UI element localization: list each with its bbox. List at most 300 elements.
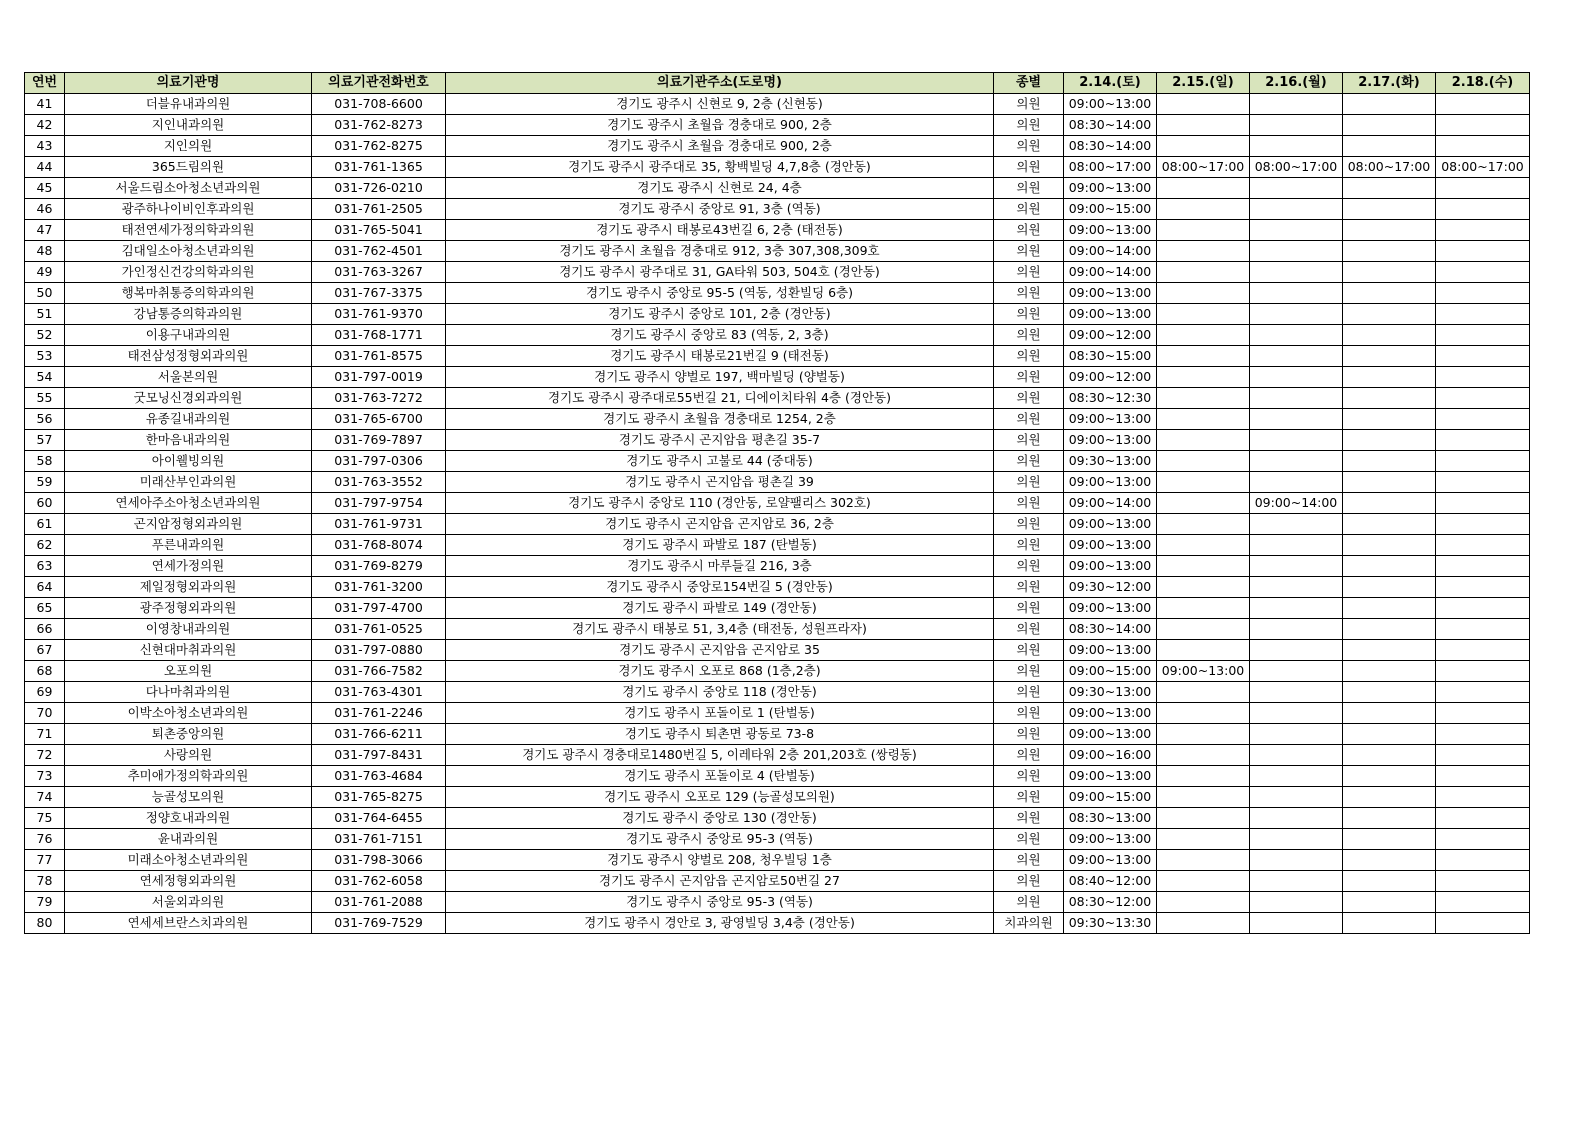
cell-date-3 <box>1250 577 1343 598</box>
cell-address: 경기도 광주시 중앙로 101, 2층 (경안동) <box>446 304 994 325</box>
table-row <box>25 493 1530 514</box>
cell-phone: 031-761-2246 <box>312 703 446 724</box>
cell-date-4 <box>1343 766 1436 787</box>
cell-date-1: 09:00~13:00 <box>1064 556 1157 577</box>
cell-name: 행복마취통증의학과의원 <box>65 283 312 304</box>
table-row <box>25 94 1530 115</box>
cell-type: 의원 <box>994 325 1064 346</box>
cell-phone: 031-763-3552 <box>312 472 446 493</box>
cell-date-2 <box>1157 745 1250 766</box>
cell-date-3 <box>1250 409 1343 430</box>
cell-date-4 <box>1343 115 1436 136</box>
cell-name: 곤지암정형외과의원 <box>65 514 312 535</box>
cell-phone: 031-761-7151 <box>312 829 446 850</box>
cell-type: 의원 <box>994 766 1064 787</box>
cell-type: 의원 <box>994 136 1064 157</box>
header-cell-date-3: 2.16.(월) <box>1250 73 1343 94</box>
cell-address: 경기도 광주시 고불로 44 (중대동) <box>446 451 994 472</box>
table-row <box>25 556 1530 577</box>
cell-phone: 031-762-4501 <box>312 241 446 262</box>
cell-type: 의원 <box>994 850 1064 871</box>
cell-date-2 <box>1157 829 1250 850</box>
cell-date-2: 08:00~17:00 <box>1157 157 1250 178</box>
cell-address: 경기도 광주시 중앙로 91, 3층 (역동) <box>446 199 994 220</box>
cell-date-3 <box>1250 94 1343 115</box>
cell-name: 유종길내과의원 <box>65 409 312 430</box>
cell-no: 71 <box>25 724 65 745</box>
cell-date-2 <box>1157 766 1250 787</box>
cell-date-1: 09:00~13:00 <box>1064 220 1157 241</box>
cell-date-2 <box>1157 94 1250 115</box>
cell-date-1: 09:00~14:00 <box>1064 262 1157 283</box>
cell-no: 45 <box>25 178 65 199</box>
cell-date-1: 08:30~15:00 <box>1064 346 1157 367</box>
header-cell-date-5: 2.18.(수) <box>1436 73 1530 94</box>
cell-date-1: 09:00~13:00 <box>1064 703 1157 724</box>
table-row <box>25 619 1530 640</box>
cell-date-5 <box>1436 493 1530 514</box>
cell-phone: 031-761-9731 <box>312 514 446 535</box>
cell-phone: 031-797-4700 <box>312 598 446 619</box>
cell-no: 50 <box>25 283 65 304</box>
cell-date-5 <box>1436 136 1530 157</box>
cell-type: 의원 <box>994 619 1064 640</box>
cell-name: 아이웰빙의원 <box>65 451 312 472</box>
cell-address: 경기도 광주시 태봉로43번길 6, 2층 (태전동) <box>446 220 994 241</box>
cell-date-4 <box>1343 388 1436 409</box>
cell-date-1: 09:00~13:00 <box>1064 514 1157 535</box>
cell-date-2 <box>1157 430 1250 451</box>
cell-date-5 <box>1436 94 1530 115</box>
cell-phone: 031-764-6455 <box>312 808 446 829</box>
cell-date-4 <box>1343 682 1436 703</box>
cell-date-2 <box>1157 409 1250 430</box>
cell-no: 42 <box>25 115 65 136</box>
cell-address: 경기도 광주시 오포로 129 (능골성모의원) <box>446 787 994 808</box>
table-row <box>25 598 1530 619</box>
cell-date-1: 09:00~13:00 <box>1064 94 1157 115</box>
cell-date-5 <box>1436 724 1530 745</box>
cell-address: 경기도 광주시 초월읍 경충대로 1254, 2층 <box>446 409 994 430</box>
cell-name: 연세정형외과의원 <box>65 871 312 892</box>
cell-date-5 <box>1436 766 1530 787</box>
table-row <box>25 682 1530 703</box>
cell-date-5 <box>1436 640 1530 661</box>
cell-phone: 031-769-7529 <box>312 913 446 934</box>
cell-address: 경기도 광주시 중앙로 130 (경안동) <box>446 808 994 829</box>
cell-type: 의원 <box>994 430 1064 451</box>
cell-date-1: 09:30~13:30 <box>1064 913 1157 934</box>
cell-address: 경기도 광주시 중앙로 95-3 (역동) <box>446 892 994 913</box>
cell-date-3 <box>1250 724 1343 745</box>
cell-date-4 <box>1343 850 1436 871</box>
cell-date-3 <box>1250 367 1343 388</box>
table-row <box>25 283 1530 304</box>
header-cell-name: 의료기관명 <box>65 73 312 94</box>
cell-no: 67 <box>25 640 65 661</box>
cell-address: 경기도 광주시 곤지암읍 곤지암로50번길 27 <box>446 871 994 892</box>
table-row <box>25 640 1530 661</box>
table-row <box>25 388 1530 409</box>
table-row <box>25 703 1530 724</box>
table-row <box>25 157 1530 178</box>
cell-phone: 031-798-3066 <box>312 850 446 871</box>
cell-name: 능골성모의원 <box>65 787 312 808</box>
table-row <box>25 346 1530 367</box>
table-body <box>25 94 1530 934</box>
cell-name: 윤내과의원 <box>65 829 312 850</box>
table-row <box>25 178 1530 199</box>
cell-phone: 031-763-4684 <box>312 766 446 787</box>
cell-no: 66 <box>25 619 65 640</box>
cell-name: 더블유내과의원 <box>65 94 312 115</box>
cell-date-3: 08:00~17:00 <box>1250 157 1343 178</box>
cell-phone: 031-797-9754 <box>312 493 446 514</box>
cell-no: 73 <box>25 766 65 787</box>
cell-date-4 <box>1343 199 1436 220</box>
cell-name: 광주하나이비인후과의원 <box>65 199 312 220</box>
cell-date-3 <box>1250 829 1343 850</box>
cell-name: 김대일소아청소년과의원 <box>65 241 312 262</box>
cell-date-4 <box>1343 304 1436 325</box>
cell-type: 의원 <box>994 409 1064 430</box>
cell-date-2: 09:00~13:00 <box>1157 661 1250 682</box>
cell-no: 43 <box>25 136 65 157</box>
cell-name: 강남통증의학과의원 <box>65 304 312 325</box>
cell-phone: 031-767-3375 <box>312 283 446 304</box>
cell-address: 경기도 광주시 광주대로55번길 21, 디에이치타워 4층 (경안동) <box>446 388 994 409</box>
cell-type: 의원 <box>994 745 1064 766</box>
cell-date-2 <box>1157 598 1250 619</box>
cell-date-3 <box>1250 745 1343 766</box>
cell-date-2 <box>1157 808 1250 829</box>
cell-date-5 <box>1436 346 1530 367</box>
cell-type: 의원 <box>994 535 1064 556</box>
cell-no: 46 <box>25 199 65 220</box>
cell-no: 61 <box>25 514 65 535</box>
cell-no: 49 <box>25 262 65 283</box>
cell-date-4 <box>1343 619 1436 640</box>
cell-date-1: 09:00~13:00 <box>1064 640 1157 661</box>
cell-date-5 <box>1436 451 1530 472</box>
cell-date-3 <box>1250 913 1343 934</box>
cell-date-5 <box>1436 535 1530 556</box>
cell-address: 경기도 광주시 중앙로 83 (역동, 2, 3층) <box>446 325 994 346</box>
cell-date-2 <box>1157 283 1250 304</box>
table-row <box>25 766 1530 787</box>
cell-date-3 <box>1250 136 1343 157</box>
cell-name: 다나마취과의원 <box>65 682 312 703</box>
cell-date-1: 08:30~14:00 <box>1064 115 1157 136</box>
cell-name: 서울드림소아청소년과의원 <box>65 178 312 199</box>
cell-name: 연세세브란스치과의원 <box>65 913 312 934</box>
cell-date-1: 09:00~13:00 <box>1064 430 1157 451</box>
header-cell-type: 종별 <box>994 73 1064 94</box>
cell-name: 추미애가정의학과의원 <box>65 766 312 787</box>
cell-no: 48 <box>25 241 65 262</box>
table-row <box>25 913 1530 934</box>
cell-date-2 <box>1157 325 1250 346</box>
cell-date-2 <box>1157 304 1250 325</box>
cell-phone: 031-762-8275 <box>312 136 446 157</box>
cell-type: 의원 <box>994 556 1064 577</box>
cell-type: 의원 <box>994 871 1064 892</box>
cell-name: 한마음내과의원 <box>65 430 312 451</box>
cell-date-3 <box>1250 388 1343 409</box>
cell-name: 태전연세가정의학과의원 <box>65 220 312 241</box>
cell-date-2 <box>1157 262 1250 283</box>
cell-date-5 <box>1436 367 1530 388</box>
cell-date-4 <box>1343 577 1436 598</box>
cell-address: 경기도 광주시 마루들길 216, 3층 <box>446 556 994 577</box>
cell-phone: 031-768-8074 <box>312 535 446 556</box>
cell-date-3 <box>1250 787 1343 808</box>
cell-date-1: 09:00~13:00 <box>1064 178 1157 199</box>
cell-date-3 <box>1250 535 1343 556</box>
cell-date-4 <box>1343 661 1436 682</box>
cell-date-2 <box>1157 535 1250 556</box>
cell-date-4 <box>1343 892 1436 913</box>
cell-date-3 <box>1250 199 1343 220</box>
cell-date-1: 09:00~12:00 <box>1064 325 1157 346</box>
cell-address: 경기도 광주시 곤지암읍 평촌길 39 <box>446 472 994 493</box>
cell-date-3 <box>1250 871 1343 892</box>
cell-no: 65 <box>25 598 65 619</box>
cell-type: 의원 <box>994 304 1064 325</box>
cell-no: 70 <box>25 703 65 724</box>
cell-date-4 <box>1343 493 1436 514</box>
cell-phone: 031-768-1771 <box>312 325 446 346</box>
cell-date-5 <box>1436 598 1530 619</box>
cell-no: 52 <box>25 325 65 346</box>
table-row <box>25 892 1530 913</box>
cell-phone: 031-708-6600 <box>312 94 446 115</box>
cell-date-4 <box>1343 94 1436 115</box>
cell-date-4 <box>1343 913 1436 934</box>
cell-address: 경기도 광주시 중앙로 118 (경안동) <box>446 682 994 703</box>
table-row <box>25 241 1530 262</box>
cell-address: 경기도 광주시 신현로 9, 2층 (신현동) <box>446 94 994 115</box>
cell-phone: 031-763-3267 <box>312 262 446 283</box>
cell-date-2 <box>1157 514 1250 535</box>
cell-name: 이영창내과의원 <box>65 619 312 640</box>
table-row <box>25 661 1530 682</box>
cell-date-1: 09:00~12:00 <box>1064 367 1157 388</box>
cell-date-4 <box>1343 829 1436 850</box>
cell-date-3 <box>1250 892 1343 913</box>
cell-name: 퇴촌중앙의원 <box>65 724 312 745</box>
table-row <box>25 304 1530 325</box>
cell-type: 의원 <box>994 640 1064 661</box>
cell-date-2 <box>1157 619 1250 640</box>
cell-type: 의원 <box>994 115 1064 136</box>
cell-date-5 <box>1436 703 1530 724</box>
cell-type: 의원 <box>994 367 1064 388</box>
cell-date-5 <box>1436 850 1530 871</box>
cell-date-1: 09:30~12:00 <box>1064 577 1157 598</box>
cell-date-5 <box>1436 661 1530 682</box>
cell-date-5 <box>1436 283 1530 304</box>
cell-date-5 <box>1436 577 1530 598</box>
cell-phone: 031-761-1365 <box>312 157 446 178</box>
cell-date-2 <box>1157 682 1250 703</box>
cell-date-4 <box>1343 346 1436 367</box>
table-row <box>25 199 1530 220</box>
cell-date-2 <box>1157 913 1250 934</box>
cell-no: 53 <box>25 346 65 367</box>
cell-address: 경기도 광주시 포돌이로 1 (탄벌동) <box>446 703 994 724</box>
cell-date-5 <box>1436 241 1530 262</box>
cell-date-2 <box>1157 220 1250 241</box>
header-cell-phone: 의료기관전화번호 <box>312 73 446 94</box>
cell-address: 경기도 광주시 광주대로 35, 황백빌딩 4,7,8층 (경안동) <box>446 157 994 178</box>
cell-date-3 <box>1250 514 1343 535</box>
table-row <box>25 451 1530 472</box>
cell-phone: 031-761-0525 <box>312 619 446 640</box>
cell-date-1: 09:00~13:00 <box>1064 724 1157 745</box>
cell-phone: 031-761-3200 <box>312 577 446 598</box>
cell-address: 경기도 광주시 경충대로1480번길 5, 이레타워 2층 201,203호 (쌍령동) <box>446 745 994 766</box>
cell-phone: 031-765-8275 <box>312 787 446 808</box>
cell-phone: 031-762-8273 <box>312 115 446 136</box>
cell-date-4 <box>1343 178 1436 199</box>
cell-date-5 <box>1436 325 1530 346</box>
table-row <box>25 871 1530 892</box>
cell-address: 경기도 광주시 양벌로 197, 백마빌딩 (양벌동) <box>446 367 994 388</box>
cell-date-5 <box>1436 178 1530 199</box>
cell-type: 의원 <box>994 283 1064 304</box>
cell-date-3 <box>1250 808 1343 829</box>
cell-type: 의원 <box>994 178 1064 199</box>
cell-address: 경기도 광주시 파발로 149 (경안동) <box>446 598 994 619</box>
cell-date-5 <box>1436 430 1530 451</box>
table-row <box>25 367 1530 388</box>
cell-date-4 <box>1343 241 1436 262</box>
cell-date-1: 09:00~14:00 <box>1064 493 1157 514</box>
table-row <box>25 430 1530 451</box>
cell-phone: 031-766-7582 <box>312 661 446 682</box>
cell-name: 지인내과의원 <box>65 115 312 136</box>
cell-date-3 <box>1250 430 1343 451</box>
cell-date-3 <box>1250 556 1343 577</box>
cell-date-3 <box>1250 850 1343 871</box>
cell-address: 경기도 광주시 중앙로 95-5 (역동, 성환빌딩 6층) <box>446 283 994 304</box>
cell-type: 의원 <box>994 94 1064 115</box>
cell-date-5 <box>1436 556 1530 577</box>
cell-name: 사랑의원 <box>65 745 312 766</box>
cell-date-1: 08:00~17:00 <box>1064 157 1157 178</box>
cell-date-1: 09:00~14:00 <box>1064 241 1157 262</box>
cell-address: 경기도 광주시 곤지암읍 곤지암로 36, 2층 <box>446 514 994 535</box>
cell-name: 365드림의원 <box>65 157 312 178</box>
table-row <box>25 724 1530 745</box>
cell-date-1: 09:00~13:00 <box>1064 535 1157 556</box>
cell-date-5 <box>1436 304 1530 325</box>
cell-no: 59 <box>25 472 65 493</box>
cell-date-5 <box>1436 871 1530 892</box>
cell-no: 51 <box>25 304 65 325</box>
cell-type: 의원 <box>994 598 1064 619</box>
cell-date-2 <box>1157 241 1250 262</box>
cell-date-5 <box>1436 619 1530 640</box>
cell-date-4 <box>1343 640 1436 661</box>
table-row <box>25 409 1530 430</box>
cell-name: 굿모닝신경외과의원 <box>65 388 312 409</box>
cell-phone: 031-761-2088 <box>312 892 446 913</box>
table-row <box>25 472 1530 493</box>
cell-name: 푸른내과의원 <box>65 535 312 556</box>
table-row <box>25 787 1530 808</box>
cell-address: 경기도 광주시 경안로 3, 광영빌딩 3,4층 (경안동) <box>446 913 994 934</box>
cell-date-4: 08:00~17:00 <box>1343 157 1436 178</box>
cell-no: 79 <box>25 892 65 913</box>
cell-phone: 031-761-9370 <box>312 304 446 325</box>
cell-address: 경기도 광주시 신현로 24, 4층 <box>446 178 994 199</box>
cell-address: 경기도 광주시 양벌로 208, 청우빌딩 1층 <box>446 850 994 871</box>
cell-type: 의원 <box>994 262 1064 283</box>
cell-phone: 031-763-7272 <box>312 388 446 409</box>
cell-date-2 <box>1157 892 1250 913</box>
cell-date-3 <box>1250 346 1343 367</box>
cell-name: 이용구내과의원 <box>65 325 312 346</box>
cell-address: 경기도 광주시 곤지암읍 평촌길 35-7 <box>446 430 994 451</box>
cell-date-3 <box>1250 703 1343 724</box>
cell-address: 경기도 광주시 중앙로 110 (경안동, 로얄팰리스 302호) <box>446 493 994 514</box>
cell-date-3 <box>1250 619 1343 640</box>
cell-date-1: 09:00~13:00 <box>1064 766 1157 787</box>
cell-type: 의원 <box>994 808 1064 829</box>
cell-name: 신현대마취과의원 <box>65 640 312 661</box>
cell-no: 56 <box>25 409 65 430</box>
cell-date-2 <box>1157 787 1250 808</box>
cell-date-5 <box>1436 388 1530 409</box>
cell-address: 경기도 광주시 초월읍 경충대로 912, 3층 307,308,309호 <box>446 241 994 262</box>
cell-date-2 <box>1157 367 1250 388</box>
cell-no: 80 <box>25 913 65 934</box>
cell-date-2 <box>1157 640 1250 661</box>
cell-date-1: 09:00~16:00 <box>1064 745 1157 766</box>
cell-date-4 <box>1343 472 1436 493</box>
cell-date-4 <box>1343 136 1436 157</box>
cell-date-4 <box>1343 451 1436 472</box>
cell-date-1: 09:00~13:00 <box>1064 472 1157 493</box>
cell-date-1: 09:00~13:00 <box>1064 829 1157 850</box>
cell-name: 미래소아청소년과의원 <box>65 850 312 871</box>
cell-phone: 031-761-2505 <box>312 199 446 220</box>
cell-type: 의원 <box>994 241 1064 262</box>
cell-name: 연세아주소아청소년과의원 <box>65 493 312 514</box>
cell-date-4 <box>1343 787 1436 808</box>
cell-date-1: 09:00~13:00 <box>1064 598 1157 619</box>
cell-date-1: 09:00~13:00 <box>1064 850 1157 871</box>
clinic-schedule-table <box>24 72 1530 934</box>
cell-date-3: 09:00~14:00 <box>1250 493 1343 514</box>
cell-date-5: 08:00~17:00 <box>1436 157 1530 178</box>
cell-date-3 <box>1250 682 1343 703</box>
cell-phone: 031-769-7897 <box>312 430 446 451</box>
table-row <box>25 115 1530 136</box>
cell-address: 경기도 광주시 파발로 187 (탄벌동) <box>446 535 994 556</box>
cell-date-4 <box>1343 430 1436 451</box>
cell-name: 태전삼성정형외과의원 <box>65 346 312 367</box>
cell-type: 의원 <box>994 892 1064 913</box>
cell-date-3 <box>1250 640 1343 661</box>
cell-no: 64 <box>25 577 65 598</box>
cell-date-5 <box>1436 808 1530 829</box>
cell-address: 경기도 광주시 곤지암읍 곤지암로 35 <box>446 640 994 661</box>
cell-phone: 031-797-0019 <box>312 367 446 388</box>
cell-type: 의원 <box>994 346 1064 367</box>
